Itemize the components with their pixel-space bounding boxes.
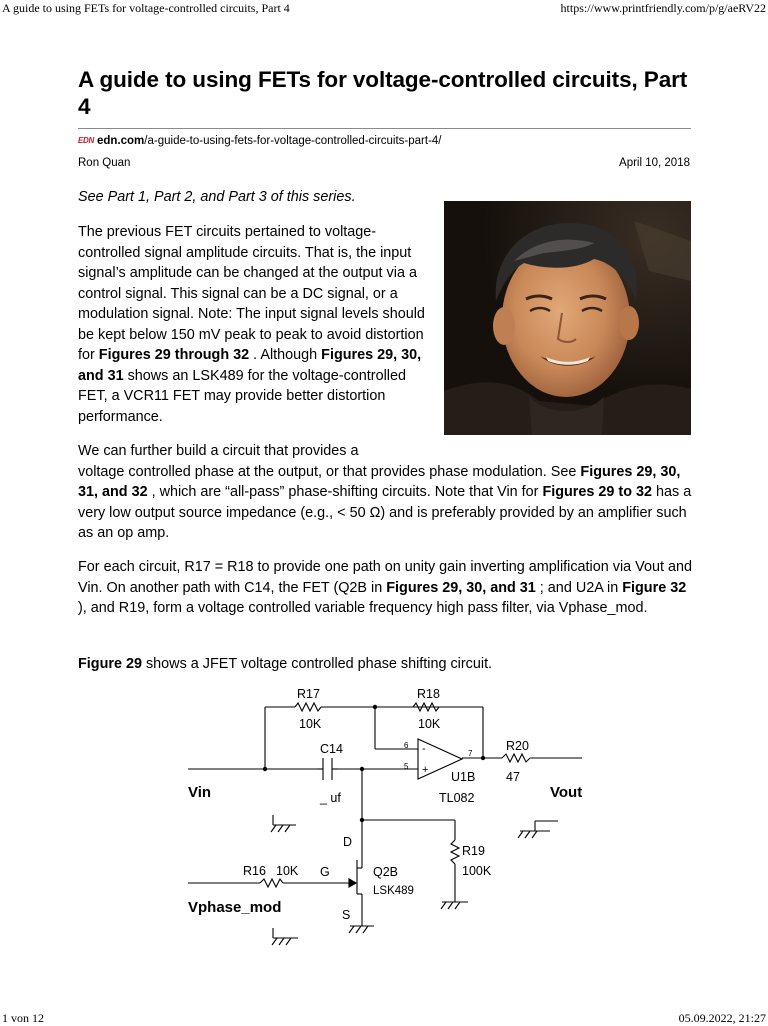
author-name: Ron Quan: [78, 157, 131, 169]
label-pin7: 7: [468, 749, 473, 758]
label-c14: C14: [320, 742, 343, 756]
source-link[interactable]: [78, 135, 442, 147]
label-source: S: [342, 908, 351, 922]
figure-29-schematic: [180, 680, 600, 950]
label-vphase-mod: Vphase_mod: [188, 899, 282, 916]
author-photo: [444, 201, 691, 435]
label-r16-value: 10K: [276, 864, 299, 878]
label-r17: R17: [297, 687, 320, 701]
label-r18-value: 10K: [418, 717, 441, 731]
source-path[interactable]: /a-guide-to-using-fets-for-voltage-controlled-circuits-part-4/: [144, 135, 442, 147]
label-vout: Vout: [550, 784, 583, 801]
print-header-title: A guide to using FETs for voltage-controlled circuits, Part 4: [2, 1, 290, 15]
label-r19: R19: [462, 844, 485, 858]
print-header: [0, 0, 768, 16]
label-r20: R20: [506, 739, 529, 753]
label-r16: R16: [243, 864, 266, 878]
series-intro: See Part 1, Part 2, and Part 3 of this series.: [78, 189, 356, 205]
label-drain: D: [343, 835, 353, 849]
label-minus: -: [422, 743, 426, 755]
author-photo-image: [444, 201, 691, 435]
label-r20-value: 47: [506, 770, 520, 784]
label-lsk489: LSK489: [373, 885, 414, 897]
label-r17-value: 10K: [299, 717, 322, 731]
label-plus: +: [422, 764, 429, 776]
paragraph-1: The previous FET circuits pertained to voltage-controlled signal amplitude circuits. That is, the input signal’s amplitude can be changed at the output via a control signal. This signal can be a DC signal, or a modulation signal. Note: The input signal levels should be kept below 150 mV peak to peak to avoid distortion for Figures 29 through 32 . Although Figures 29, 30, and 31 shows an LSK489 for the voltage-controlled FET, a VCR11 FET may provide better distortion performance.: [78, 224, 425, 425]
label-pin5: 5: [404, 762, 409, 771]
label-r18: R18: [417, 687, 440, 701]
label-pin6: 6: [404, 741, 409, 750]
label-gate: G: [320, 865, 330, 879]
print-header-url: https://www.printfriendly.com/p/g/aeRV22: [560, 1, 766, 15]
paragraph-3: For each circuit, R17 = R18 to provide one path on unity gain inverting amplification via Vout and Vin. On another path with C14, the FET (Q2B in Figures 29, 30, and 31 ; and U2A in Figure 32 ), and R19, form a voltage controlled variable frequency high pass filter, via Vphase_mod.: [78, 559, 692, 616]
edn-logo-icon: EDN: [78, 136, 94, 145]
figure-caption: Figure 29 shows a JFET voltage controlled phase shifting circuit.: [78, 656, 493, 672]
label-vin: Vin: [188, 784, 212, 801]
page-number: 1 von 12: [2, 1011, 44, 1025]
title-divider: [78, 128, 691, 129]
paragraph-2: We can further build a circuit that provides a voltage controlled phase at the output, or that provides phase modulation. See Figures 29, 30, 31, and 32 , which are “all-pass” phase-shifting circuits. Note that Vin for Figures 29 to 32 has a very low output source impedance (e.g., < 50 Ω) and is preferably provided by an amplifier such as an op amp.: [78, 443, 692, 541]
label-tl082: TL082: [439, 791, 475, 805]
label-u1b: U1B: [451, 770, 476, 784]
label-q2b: Q2B: [373, 865, 399, 879]
publish-date: April 10, 2018: [619, 157, 690, 169]
article-title: A guide to using FETs for voltage-controlled circuits, Part 4: [78, 67, 688, 119]
label-r19-value: 100K: [462, 864, 492, 878]
source-domain[interactable]: edn.com: [97, 135, 145, 147]
label-c14-value: _ uf: [320, 791, 341, 805]
print-datetime: 05.09.2022, 21:27: [678, 1011, 766, 1025]
